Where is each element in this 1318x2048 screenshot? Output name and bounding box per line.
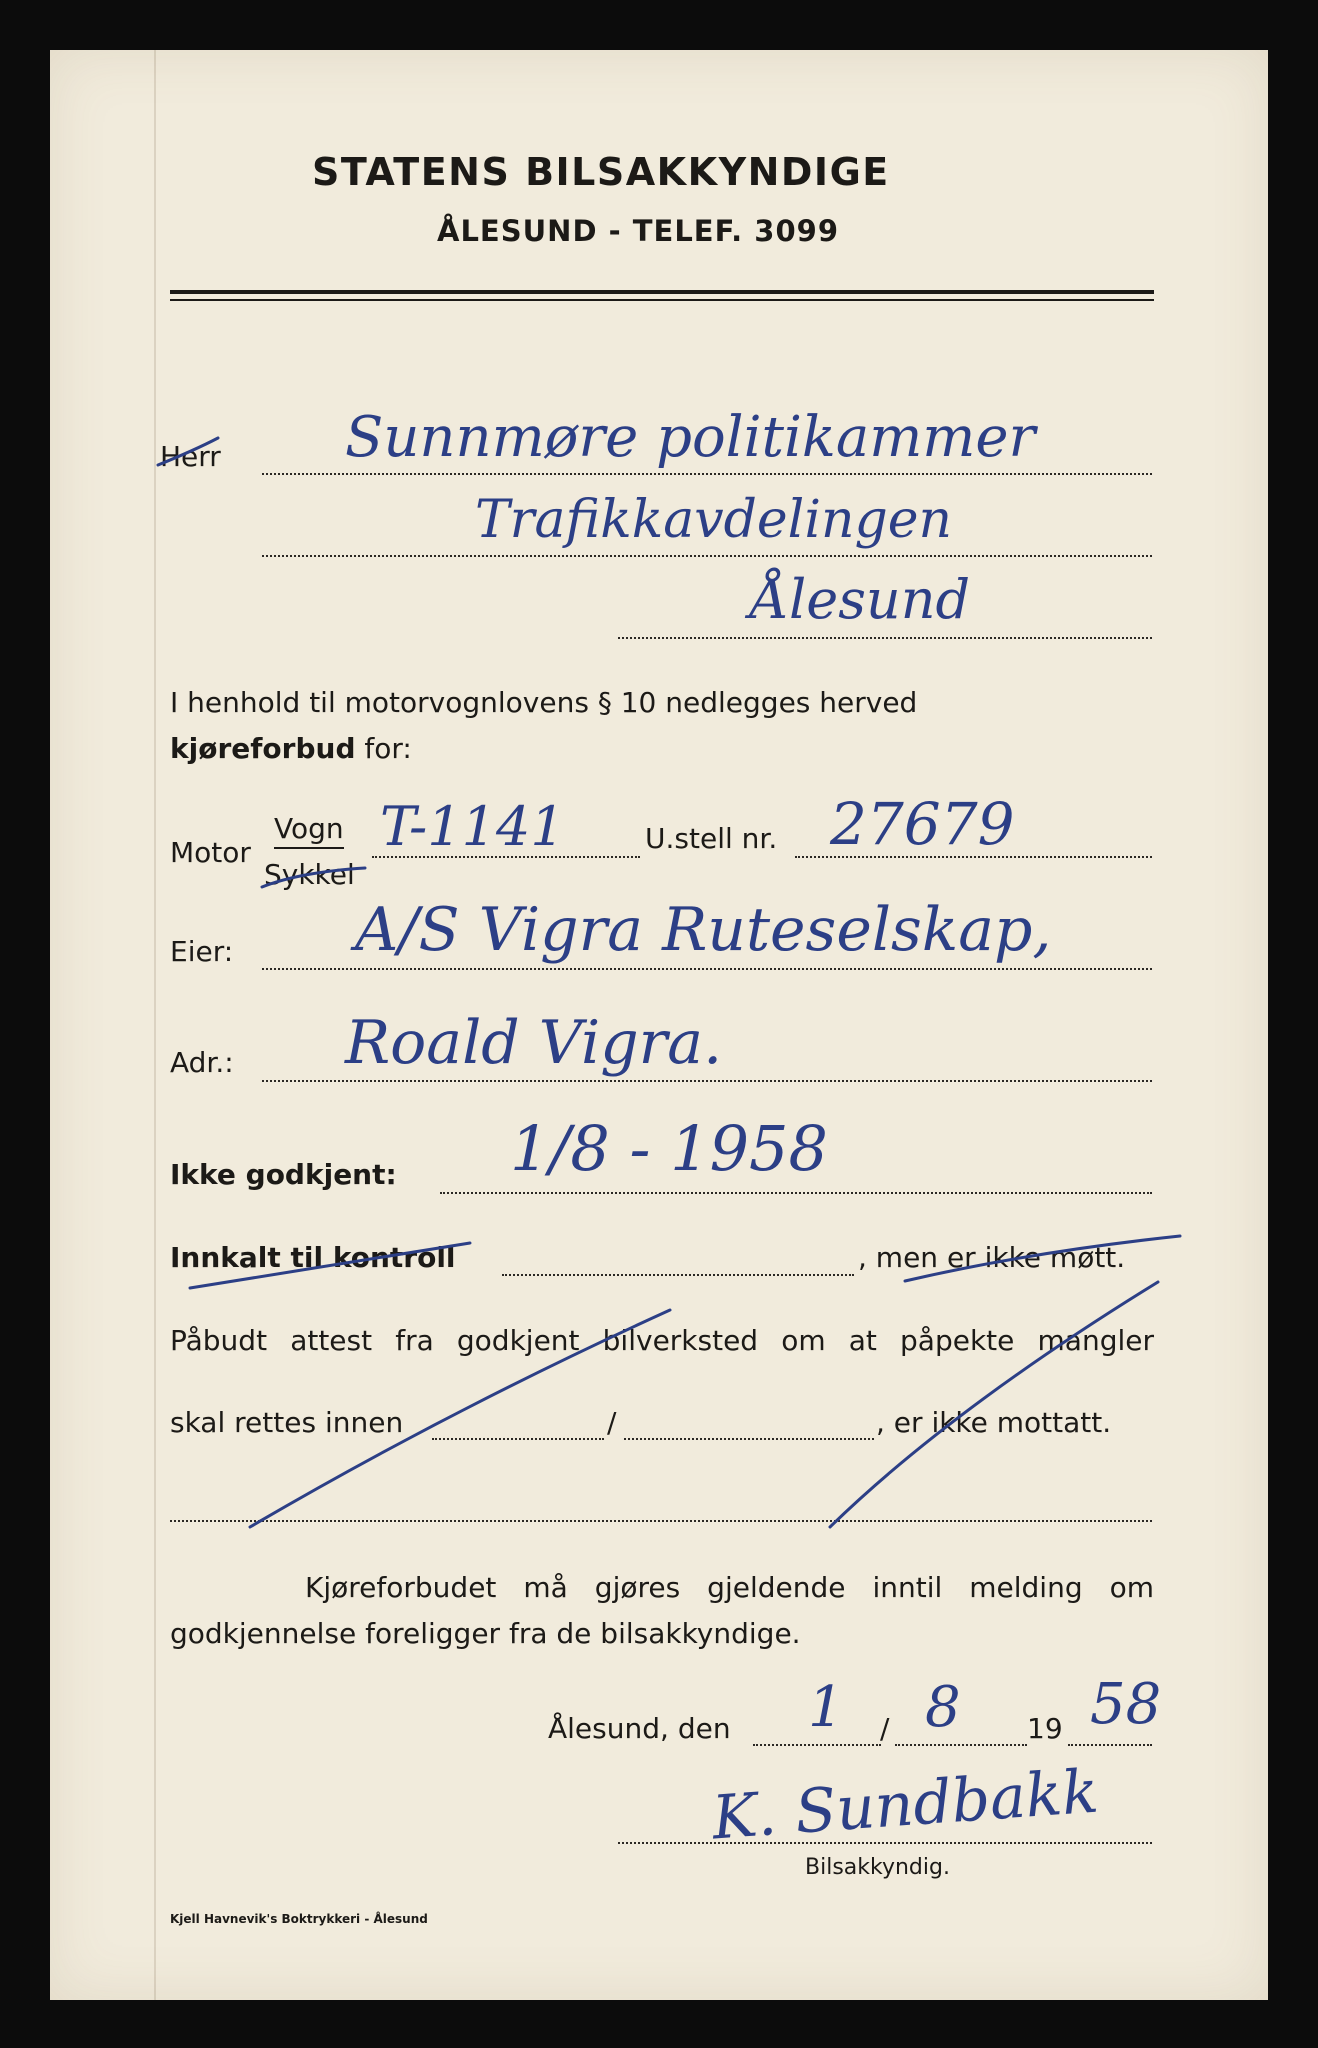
skal-rettes-label: skal rettes innen <box>170 1406 404 1439</box>
sykkel-label: Sykkel <box>264 858 355 891</box>
rettes-day-line <box>432 1438 604 1440</box>
signature: K. Sundbakk <box>710 1756 1101 1854</box>
date-month-line <box>895 1744 1027 1746</box>
reg-value: T-1141 <box>380 795 565 858</box>
salutation-label: Herr <box>160 440 221 473</box>
vogn-label: Vogn <box>274 812 344 849</box>
date-day: 1 <box>808 1675 844 1740</box>
dateline-place: Ålesund, den <box>548 1712 731 1745</box>
addressee-name: Sunnmøre politikammer <box>345 405 1036 470</box>
page-subtitle: ÅLESUND - TELEF. 3099 <box>437 214 839 248</box>
header-rule-thick <box>170 290 1154 294</box>
signature-role: Bilsakkyndig. <box>805 1855 950 1880</box>
intro-text: I henhold til motorvognlovens § 10 nedlegges herved <box>170 686 918 719</box>
eier-line <box>262 968 1152 970</box>
addressee-dept: Trafikkavdelingen <box>475 490 952 550</box>
date-month: 8 <box>925 1675 961 1740</box>
eier-value: A/S Vigra Ruteselskap, <box>355 895 1052 965</box>
men-label: , men er ikke møtt. <box>858 1241 1126 1274</box>
motor-label: Motor <box>170 836 251 869</box>
adr-value: Roald Vigra. <box>345 1008 723 1078</box>
adr-line <box>262 1080 1152 1082</box>
innkalt-line <box>502 1274 854 1276</box>
closing-paragraph: Kjøreforbudet må gjøres gjeldende inntil melding om godkjennelse foreligger fra de bilsakkyndige. <box>170 1571 1154 1650</box>
ikke-godkjent-line <box>440 1192 1152 1194</box>
innkalt-label: Innkalt til kontroll <box>170 1241 456 1274</box>
printer-credit: Kjell Havnevik's Boktrykkeri - Ålesund <box>170 1912 428 1926</box>
addressee-line-2 <box>262 555 1152 557</box>
addressee-line-1 <box>262 473 1152 475</box>
eier-label: Eier: <box>170 935 234 968</box>
ikke-godkjent-date: 1/8 - 1958 <box>510 1112 828 1185</box>
ikke-godkjent-label: Ikke godkjent: <box>170 1158 397 1191</box>
rettes-month-line <box>624 1438 874 1440</box>
fold-line <box>154 50 156 2000</box>
er-ikke-mottatt-label: , er ikke mottatt. <box>876 1406 1112 1439</box>
page-title: STATENS BILSAKKYNDIGE <box>312 150 890 194</box>
ustell-value: 27679 <box>830 790 1015 858</box>
date-century: 19 <box>1027 1712 1063 1745</box>
signature-line <box>618 1842 1152 1844</box>
adr-label: Adr.: <box>170 1046 234 1079</box>
intro-paragraph <box>170 680 1154 772</box>
intro-bold-word: kjøreforbud <box>170 732 356 765</box>
rettes-slash: / <box>607 1406 617 1439</box>
addressee-line-3 <box>618 637 1152 639</box>
ustell-label: U.stell nr. <box>645 822 778 855</box>
date-day-line <box>753 1744 881 1746</box>
addressee-city: Ålesund <box>750 568 971 631</box>
date-year-line <box>1068 1744 1152 1746</box>
date-year: 58 <box>1090 1672 1162 1737</box>
intro-after: for: <box>355 732 412 765</box>
pabudt-text: Påbudt attest fra godkjent bilverksted om at påpekte mangler <box>170 1324 1154 1357</box>
blank-line <box>170 1520 1152 1522</box>
date-slash: / <box>880 1712 890 1745</box>
header-rule-thin <box>170 299 1154 301</box>
